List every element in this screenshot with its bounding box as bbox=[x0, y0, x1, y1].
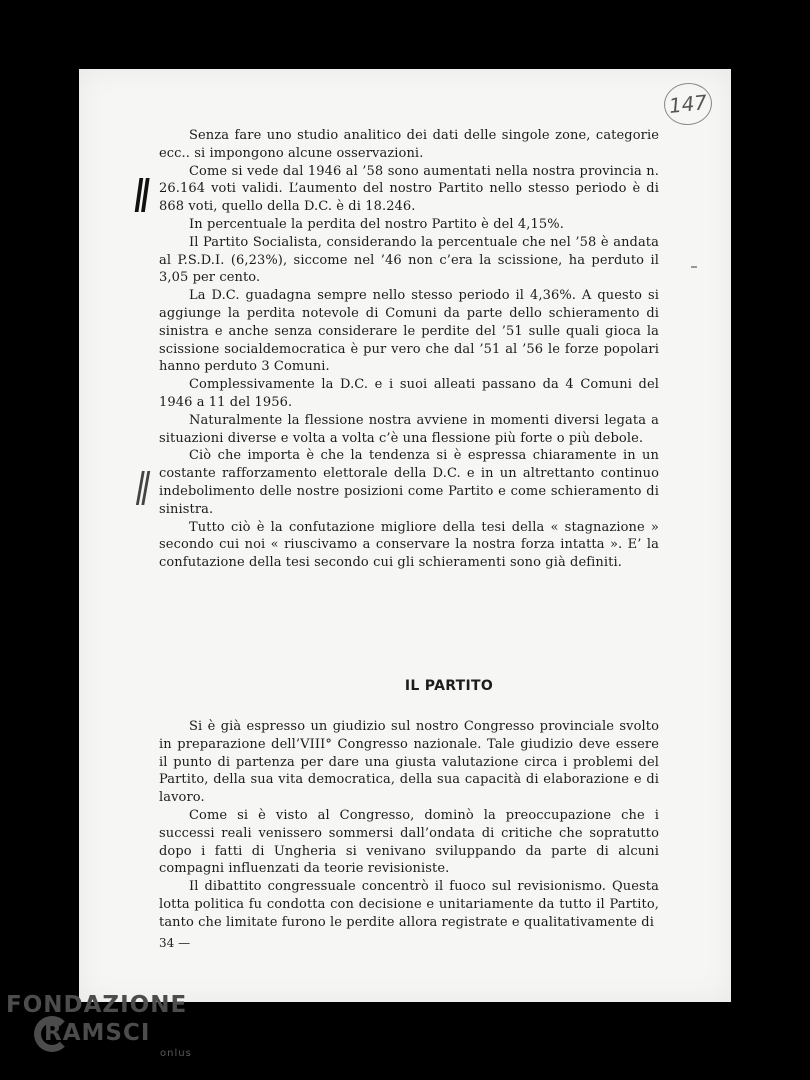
paragraph: Naturalmente la flessione nostra avviene in momenti diversi legata a situazioni diverse e volta a volta c’è una flessione più forte o più debole. bbox=[159, 412, 659, 446]
page-number-stamp: 147 bbox=[662, 81, 714, 128]
watermark-line1: FONDAZIONE bbox=[6, 992, 188, 1018]
paragraph: Complessivamente la D.C. e i suoi alleati passano da 4 Comuni del 1946 a 11 del 1956. bbox=[159, 377, 659, 410]
margin-mark: || bbox=[130, 173, 149, 213]
paragraph: Tutto ciò è la confutazione migliore della tesi della « stagnazione » secondo cui noi « riuscivamo a conservare la nostra forza intatta ». E’ la confutazione della tesi secondo cui gli schieramenti sono già definiti. bbox=[159, 519, 659, 571]
paragraph: Come si vede dal 1946 al ’58 sono aumentati nella nostra provincia n. 26.164 voti validi. L’aumento del nostro Partito nello stesso periodo è di 868 voti, quello della D.C. è di 18.246. bbox=[159, 163, 659, 215]
paragraph: La D.C. guadagna sempre nello stesso periodo il 4,36%. A questo si aggiunge la perdita notevole di Comuni da parte dello schieramento di sinistra e anche senza considerare le perdite del ’51 sulle quali gioca la scissione socialdemocratica è pur vero che dal ’51 al ’56 le forze popolari hanno perduto 3 Comuni. bbox=[159, 288, 659, 375]
paragraph: Il dibattito congressuale concentrò il fuoco sul revisionismo. Questa lotta politica fu condotta con decisione e unitariamente da tutto il Partito, tanto che limitate furono le perdite allora registrate e qualitativamente di bbox=[159, 879, 659, 930]
document-page bbox=[79, 69, 731, 1002]
paragraph: Senza fare uno studio analitico dei dati delle singole zone, categorie ecc.. si impongono alcune osservazioni. bbox=[159, 128, 659, 161]
watermark-logo bbox=[6, 992, 192, 1059]
margin-mark: || bbox=[131, 466, 150, 506]
watermark-line2: RAMSCI bbox=[44, 1020, 151, 1046]
paragraph: Ciò che importa è che la tendenza si è espressa chiaramente in un costante rafforzamento elettorale della D.C. e in un altrettanto continuo indebolimento delle nostre posizioni come Partito e come schieramento di sinistra. bbox=[159, 448, 659, 517]
page-footer: 34 — bbox=[159, 936, 191, 950]
g-arc-icon bbox=[34, 1016, 70, 1052]
watermark-sub: onlus bbox=[160, 1048, 192, 1059]
paragraph: Si è già espresso un giudizio sul nostro Congresso provinciale svolto in preparazione dell’VIII° Congresso nazionale. Tale giudizio deve essere il punto di partenza per dare una giusta valutazione circa i problemi del Partito, della sua vita democratica, della sua capacità di elaborazione e di lavoro. bbox=[159, 719, 659, 806]
paragraph: In percentuale la perdita del nostro Partito è del 4,15%. bbox=[189, 216, 564, 232]
section-body bbox=[159, 127, 659, 572]
section-body bbox=[159, 718, 659, 932]
paragraph: Come si è visto al Congresso, dominò la preoccupazione che i successi reali venissero sommersi dall’ondata di critiche che sopratutto dopo i fatti di Ungheria si venivano sviluppando da parte di alcuni compagni influenzati da teorie revisioniste. bbox=[159, 807, 659, 877]
section-heading: IL PARTITO bbox=[404, 678, 494, 694]
margin-dash bbox=[691, 266, 697, 268]
paragraph: Il Partito Socialista, considerando la percentuale che nel ’58 è andata al P.S.D.I. (6,23%), siccome nel ’46 non c’era la scissione, ha perduto il 3,05 per cento. bbox=[159, 234, 659, 286]
